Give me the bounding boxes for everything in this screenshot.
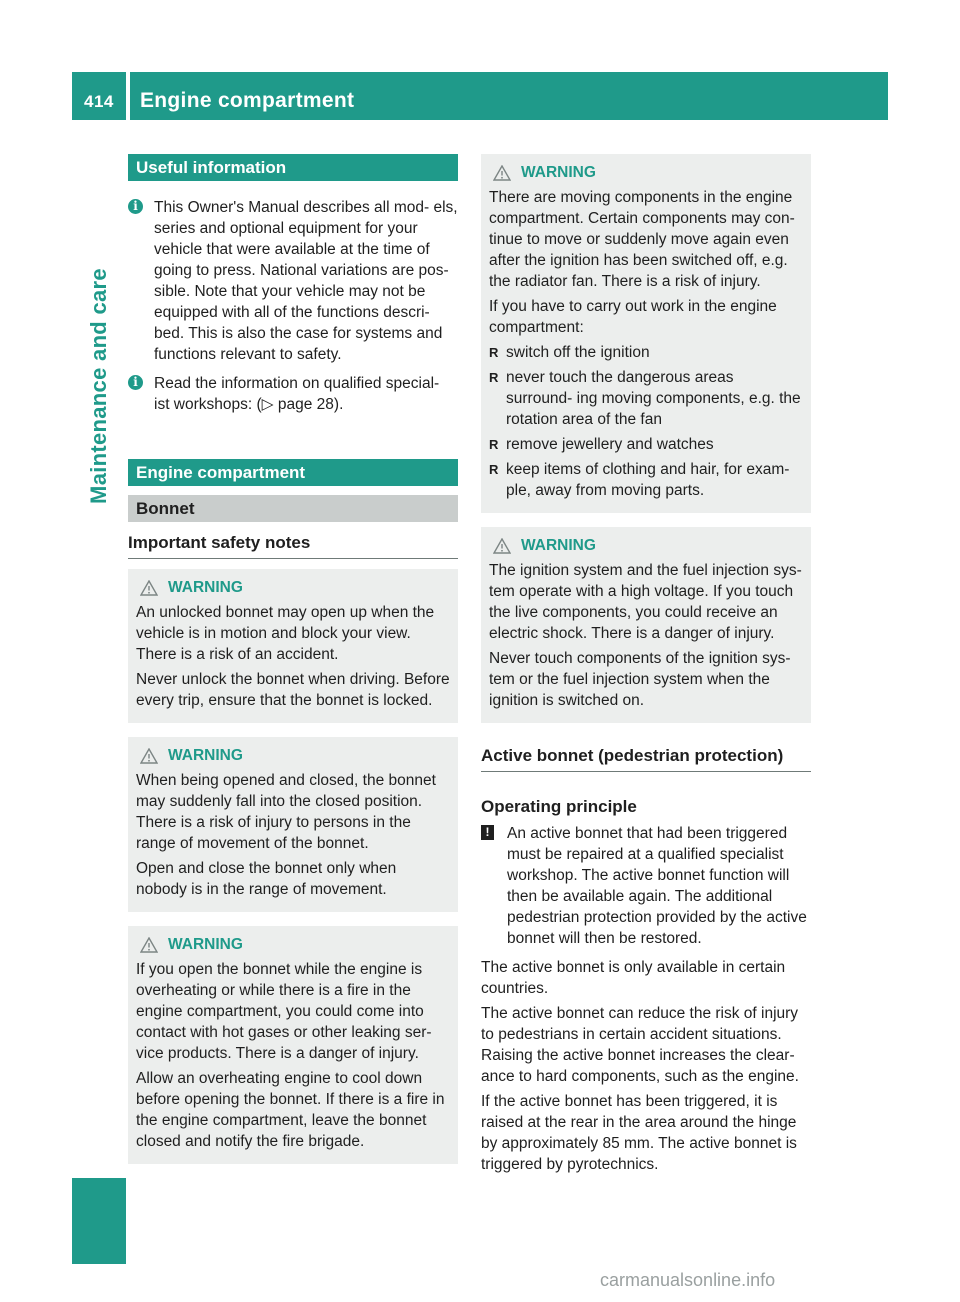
info-note-1 [128, 197, 458, 365]
warning-title [140, 577, 450, 598]
warning-1-text-1: An unlocked bonnet may open up when the vehicle is in motion and block your view. There is a risk of an accident. [136, 604, 435, 663]
warning-triangle-icon [140, 937, 158, 953]
paragraph-2: The active bonnet can reduce the risk of injury to pedestrians in certain accident situations. Raising the active bonnet increases the clear- ance to hard components, such as the engine. [481, 1005, 799, 1085]
warning-3-text-2: Allow an overheating engine to cool down before opening the bonnet. If there is a fire in the engine compartment, leave the bonnet closed and notify the fire brigade. [136, 1070, 445, 1150]
paragraph-1: The active bonnet is only available in certain countries. [481, 959, 786, 997]
notice-text: An active bonnet that had been triggered must be repaired at a qualified specialist workshop. The active bonnet function will then be available again. The additional pedestrian protection provided by the active bonnet will then be restored. [507, 825, 807, 947]
watermark: carmanualsonline.info [600, 1270, 776, 1290]
warning-4-list [489, 342, 803, 501]
warning-box-1 [128, 569, 458, 723]
warning-triangle-icon [493, 538, 511, 554]
warning-4-text-2: If you have to carry out work in the engine compartment: [489, 298, 777, 336]
warning-4-text-1: There are moving components in the engine compartment. Certain components may con- tinue to move or suddenly move again even after the ignition has been switched off, e.g. the radiator fan. There is a risk of injury. [489, 189, 795, 290]
list-item: R never touch the dangerous areas surround- ing moving components, e.g. the rotation area of the fan [489, 367, 803, 430]
right-column [481, 154, 811, 1175]
exclamation-icon: ! [481, 825, 494, 840]
list-item: R switch off the ignition [489, 342, 803, 363]
paragraph-3: If the active bonnet has been triggered, it is raised at the rear in the area around the hinge by approximately 85 mm. The active bonnet is triggered by pyrotechnics. [481, 1093, 797, 1173]
warning-2-text-1: When being opened and closed, the bonnet may suddenly fall into the closed position. There is a risk of injury to persons in the range of movement of the bonnet. [136, 772, 436, 852]
info-note-2 [128, 373, 458, 415]
safety-notes-heading: Important safety notes [128, 532, 458, 559]
page-title: Engine compartment [140, 89, 355, 112]
engine-compartment-heading: Engine compartment [128, 459, 458, 486]
warning-label: WARNING [168, 579, 243, 596]
header-bar [130, 72, 888, 120]
list-item: R keep items of clothing and hair, for exam- ple, away from moving parts. [489, 459, 803, 501]
left-column [128, 154, 458, 1164]
warning-5-text-2: Never touch components of the ignition sys- tem or the fuel injection system when the ignition is switched on. [489, 650, 791, 709]
operating-principle-heading: Operating principle [481, 797, 637, 816]
warning-label: WARNING [521, 537, 596, 554]
side-tab-label: Maintenance and care [86, 268, 111, 504]
warning-label: WARNING [168, 936, 243, 953]
notice-note [481, 823, 811, 949]
warning-box-4 [481, 154, 811, 513]
warning-triangle-icon [140, 580, 158, 596]
warning-label: WARNING [168, 747, 243, 764]
warning-title [493, 162, 803, 183]
warning-box-2 [128, 737, 458, 912]
warning-2-text-2: Open and close the bonnet only when nobody is in the range of movement. [136, 860, 397, 898]
side-tab-block [72, 1178, 126, 1264]
info-icon: i [128, 199, 143, 214]
warning-box-5 [481, 527, 811, 723]
warning-5-text-1: The ignition system and the fuel injection sys- tem operate with a high voltage. If you touch the live components, you could receive an electric shock. There is a danger of injury. [489, 562, 802, 642]
warning-title [140, 745, 450, 766]
warning-3-text-1: If you open the bonnet while the engine is overheating or while there is a fire in the engine compartment, you could come into contact with hot gases or other leaking ser- vice products. There is a danger of injury. [136, 961, 432, 1062]
warning-triangle-icon [493, 165, 511, 181]
page-number: 414 [84, 92, 114, 111]
warning-title [140, 934, 450, 955]
list-item: R remove jewellery and watches [489, 434, 803, 455]
useful-information-heading: Useful information [128, 154, 458, 181]
active-bonnet-heading: Active bonnet (pedestrian protection) [481, 745, 811, 772]
warning-box-3 [128, 926, 458, 1164]
warning-1-text-2: Never unlock the bonnet when driving. Before every trip, ensure that the bonnet is locked. [136, 671, 450, 709]
warning-triangle-icon [140, 748, 158, 764]
warning-label: WARNING [521, 164, 596, 181]
bonnet-heading: Bonnet [128, 495, 458, 522]
info-note-2-text: Read the information on qualified special- ist workshops: (▷ page 28). [154, 375, 440, 413]
page-number-box [72, 72, 126, 120]
info-note-1-text: This Owner's Manual describes all mod- els, series and optional equipment for your vehicle that were available at the time of going to press. National variations are pos- sible. Note that your vehicle may not be equipped with all of the functions descri- bed. This is also the case for systems and functions relevant to safety. [154, 199, 458, 363]
warning-title [493, 535, 803, 556]
info-icon: i [128, 375, 143, 390]
